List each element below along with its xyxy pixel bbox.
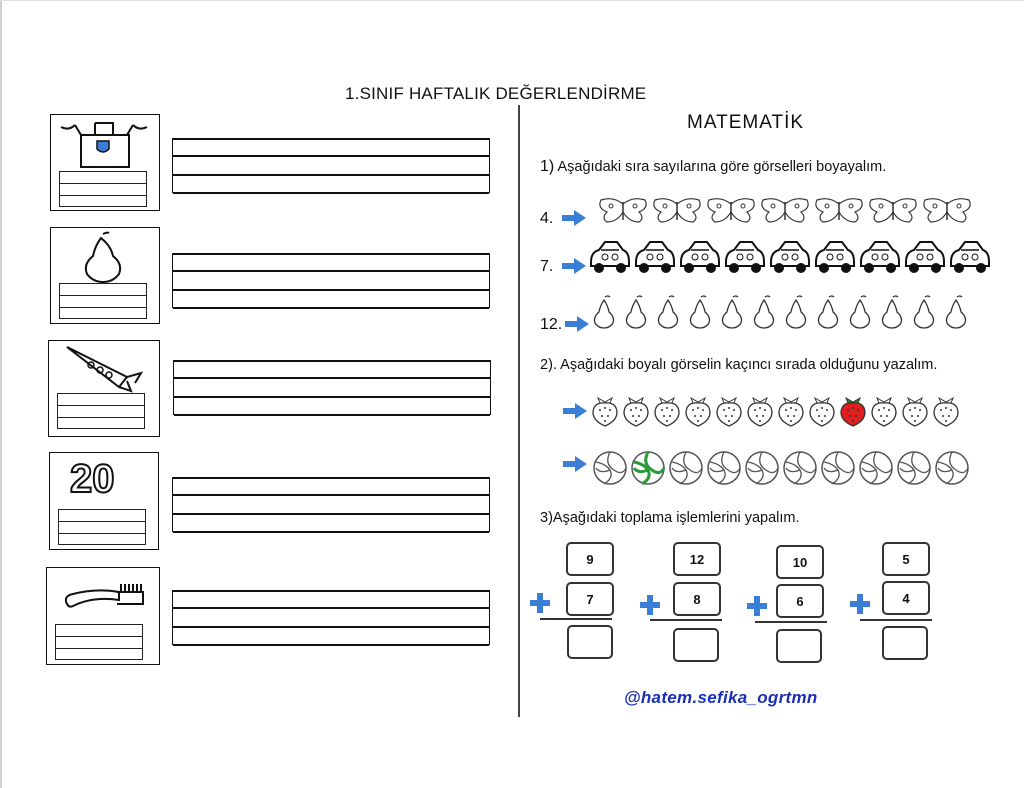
pear-icon [912,294,936,330]
writing-lines [172,477,490,532]
strawberry-icon [931,392,961,428]
strawberry-icon [776,392,806,428]
plus-icon [747,596,767,616]
picture-box-apron [50,114,160,211]
pear-icon [848,294,872,330]
question-2: 2). Aşağıdaki boyalı görselin kaçıncı sırada olduğunu yazalım. [540,357,938,373]
question-1 [540,158,886,176]
picture-box-rocket [48,340,160,437]
answer-box[interactable] [776,629,822,663]
pear-icon [752,294,776,330]
volleyball-strip [592,450,970,486]
pear-icon [624,294,648,330]
butterfly-icon [597,196,649,226]
strawberry-icon [807,392,837,428]
pear-icon [688,294,712,330]
ordinal-label: 12. [540,316,563,333]
sum-line [755,621,827,623]
pear-icon [656,294,680,330]
butterfly-icon [705,196,757,226]
arrow-right-icon [562,210,586,226]
addend-box: 8 [673,582,721,616]
writing-lines [172,590,490,645]
answer-box[interactable] [673,628,719,662]
addend-box: 7 [566,582,614,616]
name-lines [59,283,147,319]
addend-box: 4 [882,581,930,615]
car-icon [677,236,721,276]
car-icon [632,236,676,276]
car-icon [947,236,991,276]
volleyball-icon [896,450,932,486]
name-lines [59,171,147,207]
answer-box[interactable] [882,626,928,660]
arrow-right-icon [563,403,587,419]
volleyball-icon [630,450,666,486]
number-twenty-icon: 20 [70,457,115,501]
sum-line [650,619,722,621]
addend-box: 12 [673,542,721,576]
strawberry-icon [621,392,651,428]
arrow-right-icon [563,456,587,472]
addend-box: 10 [776,545,824,579]
pear-icon [944,294,968,330]
butterfly-icon [921,196,973,226]
picture-box-pear [50,227,160,324]
page-left-edge [0,0,2,788]
name-lines [55,624,143,660]
butterfly-icon [813,196,865,226]
butterfly-icon [651,196,703,226]
writing-lines [173,360,491,415]
strawberry-icon [745,392,775,428]
strawberry-icon [590,392,620,428]
volleyball-icon [782,450,818,486]
writing-lines [172,253,490,308]
volleyball-icon [592,450,628,486]
addend-box: 5 [882,542,930,576]
name-lines [57,393,145,429]
car-icon [857,236,901,276]
addend-box: 9 [566,542,614,576]
strawberry-icon [683,392,713,428]
plus-icon [530,593,550,613]
volleyball-icon [668,450,704,486]
pear-icon [784,294,808,330]
rocket-icon [63,343,147,393]
page-title: 1.SINIF HAFTALIK DEĞERLENDİRME [345,84,647,103]
strawberry-icon [714,392,744,428]
butterfly-icon [759,196,811,226]
volleyball-icon [820,450,856,486]
sum-line [540,618,612,620]
page-top-edge [0,0,1024,1]
pear-icon [592,294,616,330]
name-lines [58,509,146,545]
strawberry-strip [590,392,961,428]
butterfly-strip [597,196,973,226]
plus-icon [850,594,870,614]
car-strip [587,236,991,276]
arrow-right-icon [562,258,586,274]
car-icon [902,236,946,276]
volleyball-icon [858,450,894,486]
writing-lines [172,138,490,193]
comb-icon [61,582,147,614]
strawberry-icon [652,392,682,428]
car-icon [812,236,856,276]
pear-icon [880,294,904,330]
car-icon [587,236,631,276]
question-1-text: Aşağıdaki sıra sayılarına göre görselleri boyayalım. [557,159,887,175]
section-title-math: MATEMATİK [687,112,805,133]
sum-line [860,619,932,621]
volleyball-icon [744,450,780,486]
strawberry-icon [900,392,930,428]
volleyball-icon [706,450,742,486]
plus-icon [640,595,660,615]
pear-icon [720,294,744,330]
picture-box-comb [46,567,160,665]
question-3: 3)Aşağıdaki toplama işlemlerini yapalım. [540,510,800,526]
pear-icon [79,230,125,284]
column-divider [518,105,520,717]
car-icon [722,236,766,276]
picture-box-number [49,452,159,550]
ordinal-label: 4. [540,210,554,227]
strawberry-icon [838,392,868,428]
ordinal-label: 7. [540,258,554,275]
question-1-number: 1) [540,158,555,175]
butterfly-icon [867,196,919,226]
volleyball-icon [934,450,970,486]
answer-box[interactable] [567,625,613,659]
apron-icon [55,117,155,173]
arrow-right-icon [565,316,589,332]
car-icon [767,236,811,276]
strawberry-icon [869,392,899,428]
pear-icon [816,294,840,330]
author-signature: @hatem.sefika_ogrtmn [624,688,818,707]
pear-strip [592,294,968,330]
addend-box: 6 [776,584,824,618]
